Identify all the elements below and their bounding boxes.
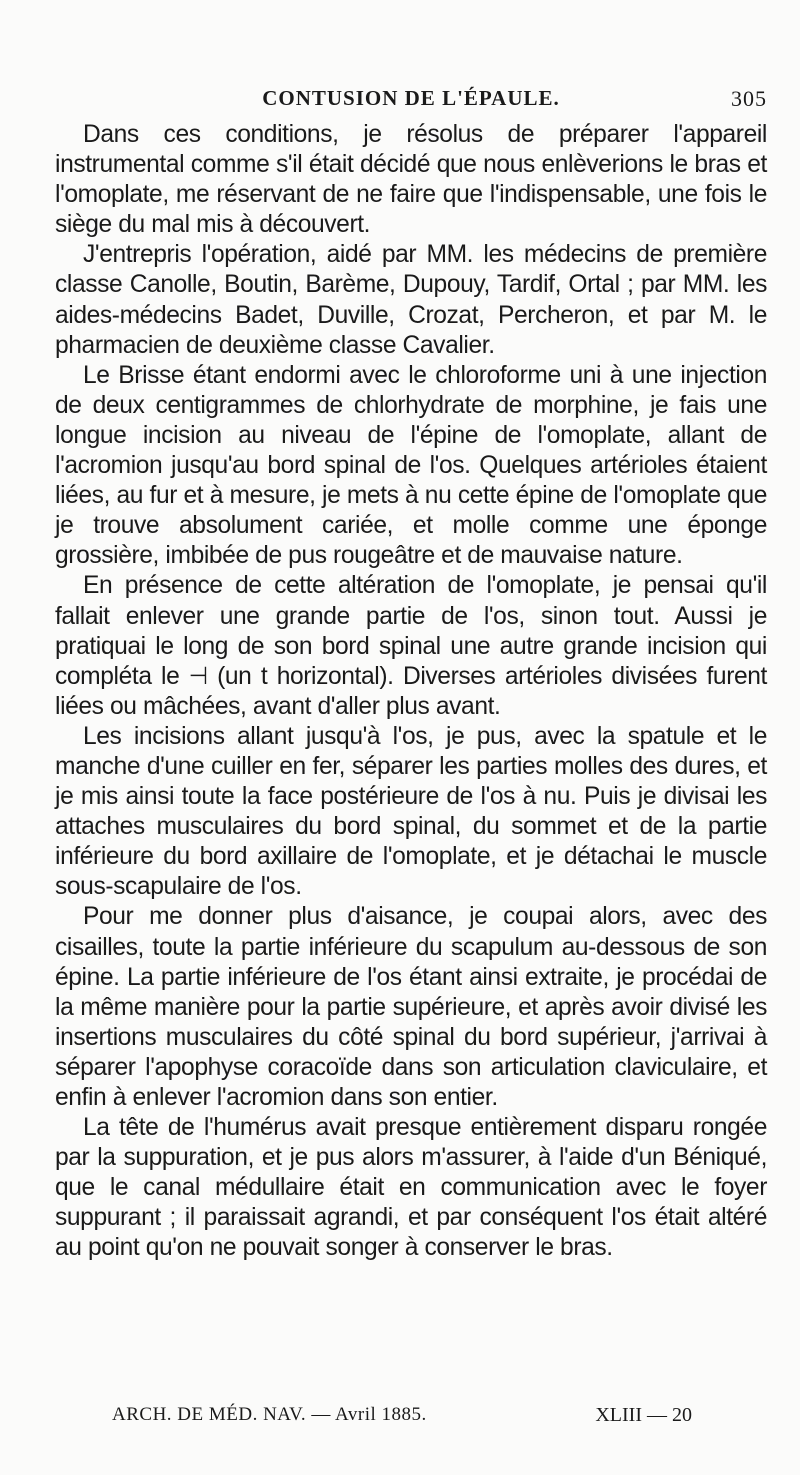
- paragraph-6: Pour me donner plus d'aisance, je coupai alors, avec des cisailles, toute la partie inférieure du scapulum au-dessous de son épine. La partie inférieure de l'os étant ainsi extraite, je procédai de la même manière pour la partie supérieure, et après avoir divisé les insertions musculaires du côté spinal du bord supérieur, j'arrivai à séparer l'apophyse coracoïde dans son articulation claviculaire, et enfin à enlever l'acromion dans son entier.: [55, 903, 767, 1111]
- paragraph-1: Dans ces conditions, je résolus de préparer l'appareil instrumental comme s'il était décidé que nous enlèverions le bras et l'omoplate, me réservant de ne faire que l'indispensable, une fois le siège du mal mis à découvert.: [55, 121, 767, 239]
- signature-right: XLIII — 20: [595, 1404, 692, 1426]
- paragraph-3: Le Brisse étant endormi avec le chloroforme uni à une injection de deux centigrammes de chlorhydrate de morphine, je fais une longue incision au niveau de l'épine de l'omoplate, allant de l'acromion jusqu'au bord spinal de l'os. Quelques artérioles étaient liées, au fur et à mesure, je mets à nu cette épine de l'omoplate que je trouve absolument cariée, et molle comme une éponge grossière, imbibée de pus rougeâtre et de mauvaise nature.: [55, 361, 767, 570]
- page-number: 305: [731, 86, 767, 111]
- running-header: [55, 80, 767, 120]
- signature-left: ARCH. DE MÉD. NAV. — Avril 1885.: [112, 1404, 427, 1425]
- paragraph-5: Les incisions allant jusqu'à l'os, je pus, avec la spatule et le manche d'une cuiller en fer, séparer les parties molles des dures, et je mis ainsi toute la face postérieure de l'os à nu. Puis je divisai les attaches musculaires du bord spinal, du sommet et de la partie inférieure du bord axillaire de l'omoplate, et je détachai le muscle sous-scapulaire de l'os.: [55, 722, 767, 901]
- page: [55, 80, 767, 1264]
- paragraph-2: J'entrepris l'opération, aidé par MM. les médecins de première classe Canolle, Boutin, Barème, Dupouy, Tardif, Ortal ; par MM. les aides-médecins Badet, Duville, Crozat, Percheron, et par M. le pharmacien de deuxième classe Cavalier.: [55, 241, 767, 359]
- running-title: CONTUSION DE L'ÉPAULE.: [262, 86, 560, 110]
- paragraph-4: En présence de cette altération de l'omoplate, je pensai qu'il fallait enlever une grande partie de l'os, sinon tout. Aussi je pratiquai le long de son bord spinal une autre grande incision qui compléta le ⊣ (un t horizontal). Diverses artérioles divisées furent liées ou mâchées, avant d'aller plus avant.: [55, 572, 767, 720]
- paragraph-7: La tête de l'humérus avait presque entièrement disparu rongée par la suppuration, et je pus alors m'assurer, à l'aide d'un Béniqué, que le canal médullaire était en communication avec le foyer suppurant ; il paraissait agrandi, et par conséquent l'os était altéré au point qu'on ne pouvait songer à conserver le bras.: [55, 1114, 767, 1262]
- body-text: [55, 120, 767, 1264]
